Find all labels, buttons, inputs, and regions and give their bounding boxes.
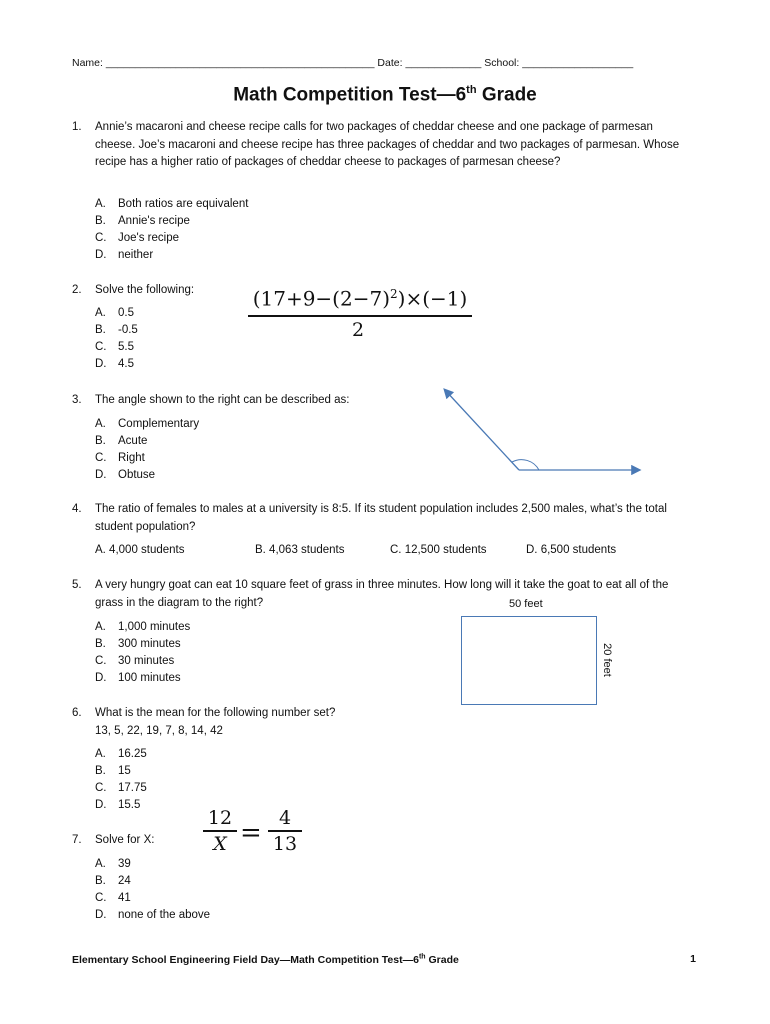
question-4 [72,501,692,536]
header-fields [72,57,696,69]
option-d: D. Obtuse [95,469,156,481]
option-a: A. 0.5 [95,307,134,319]
question-number: 5. [72,579,82,591]
name-label: Name: [72,57,103,69]
question-4-option-b: B. 4,063 students [255,544,345,556]
page-title: Math Competition Test—6th Grade [233,84,537,106]
school-label: School: [484,57,520,69]
name-blank: ______________________________________________ [105,57,375,69]
question-4-option-a: A. 4,000 students [95,544,185,556]
question-text: The angle shown to the right can be described as: [95,394,350,406]
question-4-option-c: C. 12,500 students [390,544,487,556]
question-text: The ratio of females to males at a university is 8:5. If its student population includes 2,500 males, what’s the total student population? [95,503,667,533]
question-text: Solve the following: [95,284,195,296]
option-a: A. 16.25 [95,748,147,760]
expression-denominator: 2 [351,318,365,341]
question-number: 7. [72,834,82,846]
right-numerator: 4 [278,807,292,829]
grass-rectangle [461,616,597,705]
number-set: 13, 5, 22, 19, 7, 8, 14, 42 [95,724,223,737]
question-text: Annie’s macaroni and cheese recipe calls for two packages of cheddar cheese and one package of parmesan cheese. Joe’s macaroni and cheese recipe has three packages of cheddar and two packages of parmesan. Whose recipe has a higher ratio of packages of cheddar cheese to packages of parmesan cheese? [95,121,680,168]
option-a: A. 39 [95,858,131,870]
expression-fraction [248,280,472,343]
option-d: D. none of the above [95,909,211,921]
question-7-options [95,856,210,924]
rect-width-label: 50 feet [509,598,543,610]
question-text: What is the mean for the following number set? [95,707,336,719]
school-blank: ___________________ [522,57,634,69]
option-c: C. 30 minutes [95,655,175,667]
option-b: B. Annie's recipe [95,215,190,227]
option-a: A. Complementary [95,418,200,430]
angle-diagram [436,380,648,480]
option-c: C. 41 [95,892,131,904]
option-b: B. -0.5 [95,324,138,336]
option-c: C. Joe's recipe [95,232,180,244]
question-1-options [95,196,248,264]
question-1 [72,119,692,172]
question-number: 1. [72,121,82,133]
option-a: A. 1,000 minutes [95,621,191,633]
option-a: A. Both ratios are equivalent [95,198,249,210]
question-text: A very hungry goat can eat 10 square feet of grass in three minutes. How long will it take the goat to eat all of the grass in the diagram to the right? [95,579,669,609]
question-6 [72,705,692,740]
expression-numerator: $(17+9-(2-7)^2)\times(-1)$ [252,286,468,311]
left-numerator: 12 [207,807,233,829]
question-3-options [95,416,199,484]
option-b: B. 24 [95,875,131,887]
left-denominator: X [213,833,227,855]
right-fraction [268,806,302,856]
option-b: B. 300 minutes [95,638,181,650]
rect-height-label: 20 feet [601,643,613,677]
option-d: D. neither [95,249,154,261]
option-c: C. Right [95,452,145,464]
question-number: 4. [72,503,82,515]
date-label: Date: [377,57,403,69]
question-number: 2. [72,284,82,296]
option-b: B. Acute [95,435,148,447]
footer-text: Elementary School Engineering Field Day—Math Competition Test—6th Grade [72,953,459,966]
question-2-options [95,305,138,373]
option-d: D. 15.5 [95,799,141,811]
question-5-options [95,619,190,687]
option-d: D. 100 minutes [95,672,181,684]
option-d: D. 4.5 [95,358,134,370]
question-text: Solve for X: [95,834,155,846]
option-c: C. 17.75 [95,782,147,794]
angle-ray-left [445,390,519,470]
question-6-options [95,746,147,814]
question-7 [72,832,692,850]
page-footer [72,953,696,966]
question-5 [72,577,697,612]
page-number: 1 [690,953,696,965]
right-denominator: 13 [272,833,298,855]
angle-arc [512,460,539,470]
equals-sign: = [240,818,262,848]
option-c: C. 5.5 [95,341,134,353]
option-b: B. 15 [95,765,131,777]
date-blank: _____________ [405,57,482,69]
left-fraction [203,806,237,856]
question-4-option-d: D. 6,500 students [526,544,617,556]
question-number: 3. [72,394,82,406]
question-number: 6. [72,707,82,719]
